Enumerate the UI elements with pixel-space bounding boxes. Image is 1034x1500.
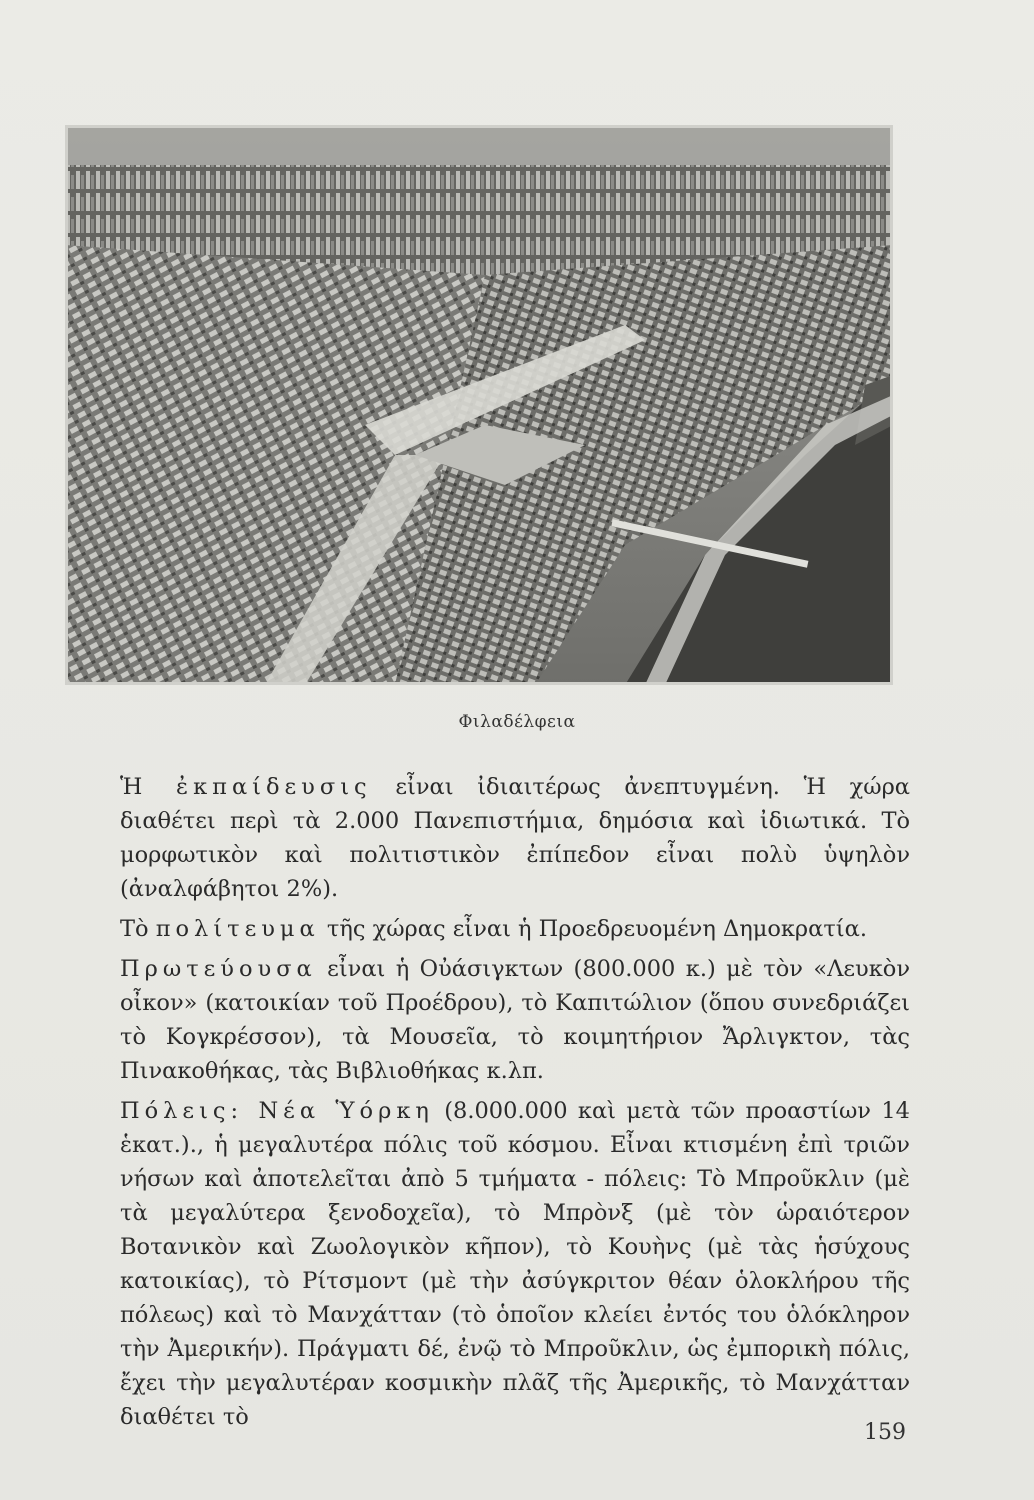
paragraph-prefix: Τὸ xyxy=(120,916,156,942)
term-education: Ἡ ἐκπαίδευσις xyxy=(120,774,372,800)
photo-drawing xyxy=(65,125,893,685)
body-text xyxy=(120,770,910,1440)
paragraph-government xyxy=(120,912,910,946)
paragraph-text: (8.000.000 καὶ μετὰ τῶν προαστίων 14 ἑκατ.)., ἡ μεγαλυτέρα πόλις τοῦ κόσμου. Εἶναι κτισμένη ἐπὶ τριῶν νήσων καὶ ἀποτελεῖται ἀπὸ 5 τμήματα - πόλεις: Τὸ Μπροῦκλιν (μὲ τὰ μεγαλύτερα ξενοδοχεῖα), τὸ Μπρὸνξ (μὲ τὸν ὡραιότερον Βοτανικὸν καὶ Ζωολογικὸν κῆπον), τὸ Κουὴνς (μὲ τὰς ἡσύχους κατοικίας), τὸ Ρίτσμοντ (μὲ τὴν ἀσύγκριτον θέαν ὁλοκλήρου τῆς πόλεως) καὶ τὸ Μανχάτταν (τὸ ὁποῖον κλείει ἐντός του ὁλόκληρον τὴν Ἀμερικήν). Πράγματι δέ, ἐνῷ τὸ Μπροῦκλιν, ὡς ἐμπορικὴ πόλις, ἔχει τὴν μεγαλυτέραν κοσμικὴν πλᾶζ τῆς Ἀμερικῆς, τὸ Μανχάτταν διαθέτει τὸ xyxy=(120,1098,910,1430)
paragraph-text: τῆς χώρας εἶναι ἡ Προεδρευομένη Δημοκρατία. xyxy=(319,916,867,942)
paragraph-cities xyxy=(120,1094,910,1434)
photo-caption: Φιλαδέλφεια xyxy=(458,712,576,732)
paragraph-text: εἶναι ἰδιαιτέρως ἀνεπτυγμένη. Ἡ χώρα διαθέτει περὶ τὰ 2.000 Πανεπιστήμια, δημόσια καὶ ἰδιωτικά. Τὸ μορφωτικὸν καὶ πολιτιστικὸν ἐπίπεδον εἶναι πολὺ ὑψηλὸν (ἀναλφάβητοι 2%). xyxy=(120,774,910,902)
term-government: πολίτευμα xyxy=(155,916,320,942)
term-capital: Πρωτεύουσα xyxy=(120,956,317,982)
paragraph-text: εἶναι ἡ Οὐάσιγκτων (800.000 κ.) μὲ τὸν «Λευκὸν οἶκον» (κατοικίαν τοῦ Προέδρου), τὸ Καπιτώλιον (ὅπου συνεδριάζει τὸ Κογκρέσσον), τὰ Μουσεῖα, τὸ κοιμητήριον Ἄρλιγκτον, τὰς Πινακοθήκας, τὰς Βιβλιοθήκας κ.λπ. xyxy=(120,956,910,1084)
paragraph-education xyxy=(120,770,910,906)
aerial-city-photo xyxy=(65,125,893,685)
page-number: 159 xyxy=(864,1420,906,1445)
term-cities: Πόλεις: Νέα Ὑόρκη xyxy=(120,1098,434,1124)
paragraph-capital xyxy=(120,952,910,1088)
